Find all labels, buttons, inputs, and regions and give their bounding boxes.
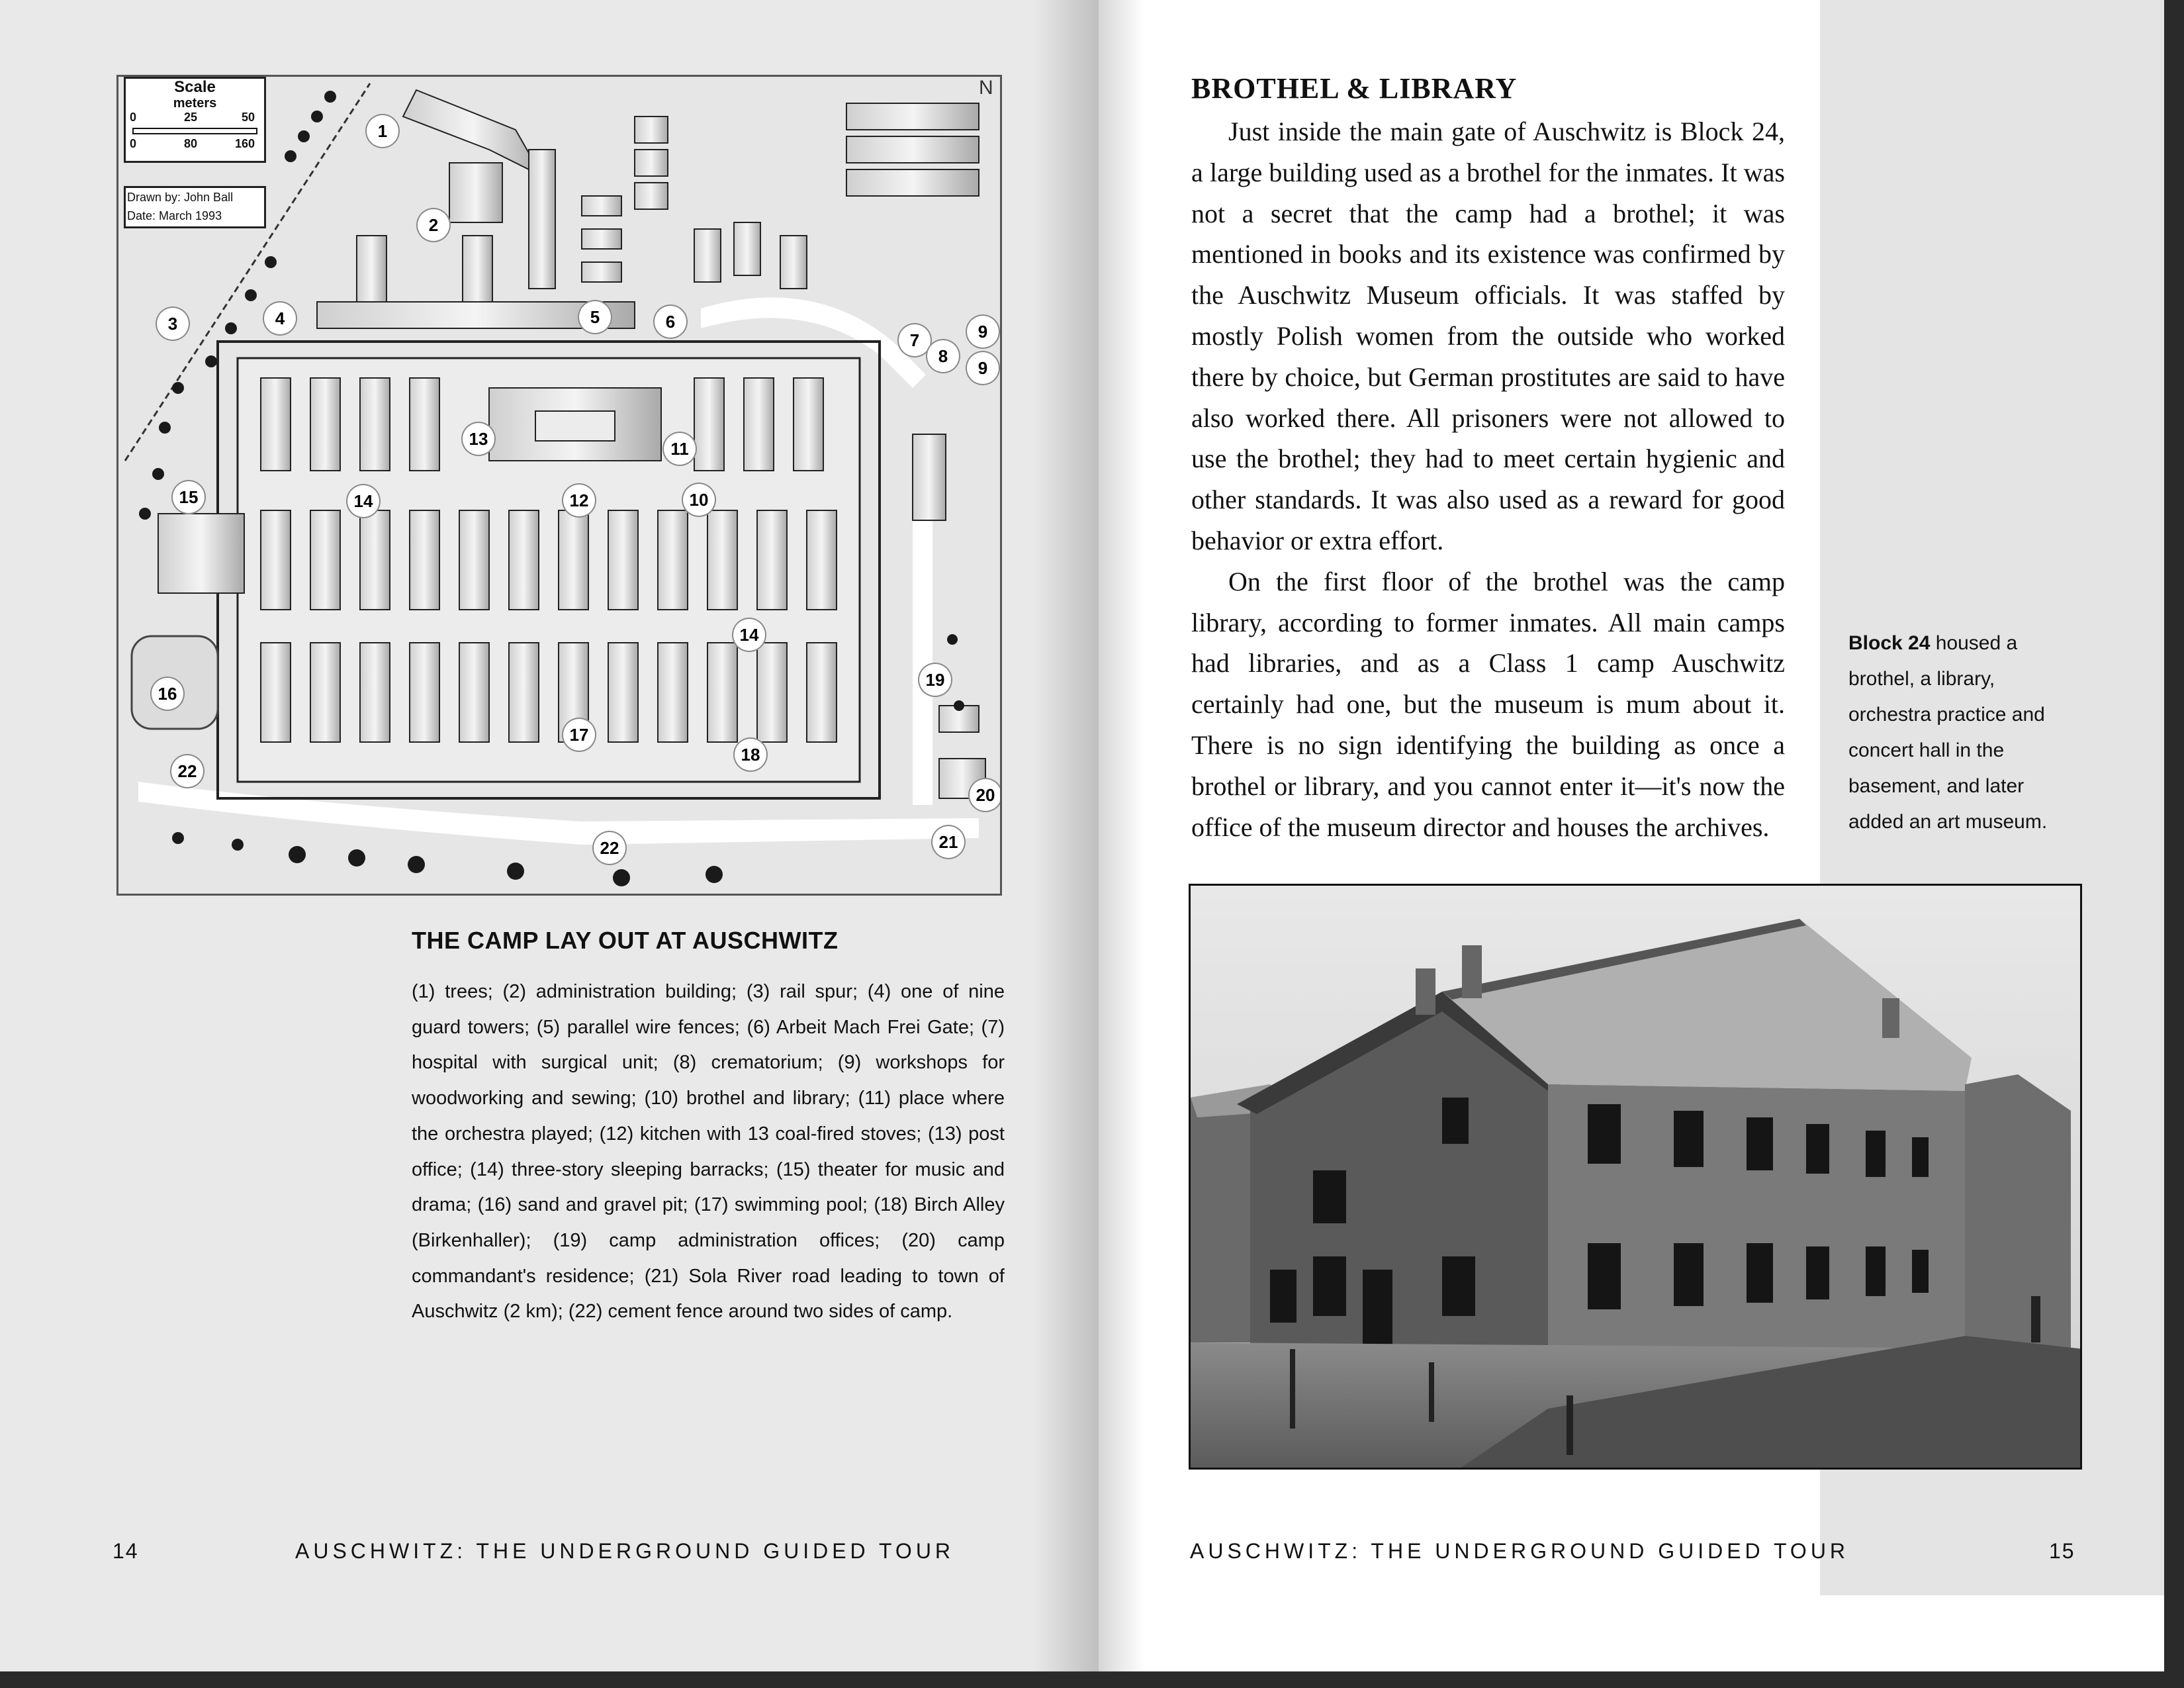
map-marker: 6 [653, 305, 688, 339]
map-marker: 12 [562, 483, 596, 518]
scale-title: Scale [174, 78, 216, 96]
body-text [1191, 111, 1785, 847]
sidebar-note-bold: Block 24 [1848, 632, 1931, 654]
page-number-right: 15 [2049, 1539, 2075, 1563]
map-marker: 22 [592, 831, 627, 865]
scale-bar [132, 128, 257, 134]
running-title-left: AUSCHWITZ: THE UNDERGROUND GUIDED TOUR [295, 1539, 955, 1563]
map-marker: 3 [156, 306, 190, 341]
section-heading: BROTHEL & LIBRARY [1191, 72, 1518, 105]
block-24-photo [1189, 884, 2082, 1470]
map-marker: 16 [150, 677, 185, 711]
drawn-by: Drawn by: John Ball [127, 191, 234, 204]
map-marker: 5 [578, 300, 612, 334]
map-marker: 2 [416, 208, 451, 242]
map-scale-legend [124, 77, 266, 163]
map-caption-body: (1) trees; (2) administration building; (3) rail spur; (4) one of nine guard towers; (5) parallel wire fences; (6) Arbeit Mach Frei Gate; (7) hospital with surgical unit; (8) crematorium; (9) workshops for woodworking and sewing; (10) brothel and library; (11) place where the orchestra played; (12) kitchen with 13 coal-fired stoves; (13) post office; (14) three-story sleeping barracks; (15) theater for music and drama; (16) sand and gravel pit; (17) swimming pool; (18) Birch Alley (Birkenhaller); (19) camp administration offices; (20) camp commandant's residence; (21) Sola River road leading to town of Auschwitz (2 km); (22) cement fence around two sides of camp. [412, 981, 1005, 1323]
map-marker: 9 [966, 351, 1000, 385]
scale-tick: 80 [184, 137, 198, 150]
camp-layout-map [116, 75, 1002, 896]
map-credit [124, 186, 266, 228]
map-marker: 15 [171, 480, 206, 514]
photo-drawing [1191, 886, 2082, 1470]
map-marker: 4 [263, 301, 297, 336]
scale-tick: 0 [130, 111, 137, 124]
gutter-shadow-left [1032, 0, 1099, 1688]
map-marker: 7 [897, 323, 932, 357]
scale-unit: meters [173, 96, 217, 111]
scale-tick: 160 [235, 137, 255, 150]
sidebar-note-text: housed a brothel, a library, orchestra practice and concert hall in the basement, and later added an art museum. [1848, 632, 2048, 833]
map-marker: 14 [346, 484, 381, 518]
paragraph: Just inside the main gate of Auschwitz is Block 24, a large building used as a brothel for the inmates. It was not a secret that the camp had a brothel; it was mentioned in books and its existence was confirmed by the Auschwitz Museum officials. It was staffed by mostly Polish women from the outside who worked there by choice, but German prostitutes are said to have also worked there. All prisoners were not allowed to use the brothel; they had to meet certain hygienic and other standards. It was also used as a reward for good behavior or extra effort. [1191, 117, 1785, 555]
map-marker: 22 [170, 754, 205, 788]
page-number-left: 14 [113, 1539, 139, 1563]
paragraph: On the first floor of the brothel was the camp library, according to former inmates. All main camps had libraries, and as a Class 1 camp Auschwitz certainly had one, but the museum is mum about it. There is no sign identifying the building as once a brothel or library, and you cannot enter it—it's now the office of the museum director and houses the archives. [1191, 566, 1785, 842]
map-marker: 20 [968, 778, 1002, 812]
map-marker: 8 [926, 339, 960, 373]
running-title-right: AUSCHWITZ: THE UNDERGROUND GUIDED TOUR [1190, 1539, 1850, 1563]
map-date: Date: March 1993 [127, 209, 222, 222]
map-marker: 17 [562, 718, 596, 752]
map-marker: 19 [918, 663, 952, 697]
north-arrow-label: N [979, 77, 993, 99]
map-marker: 1 [365, 114, 400, 148]
map-marker: 10 [682, 483, 716, 517]
map-marker: 13 [461, 422, 496, 456]
page-edge-bottom [0, 1671, 2184, 1688]
map-marker: 11 [662, 432, 697, 466]
map-caption-title: THE CAMP LAY OUT AT AUSCHWITZ [412, 927, 839, 954]
gutter-shadow-right [1099, 0, 1145, 1688]
map-marker: 9 [966, 314, 1000, 349]
page-edge [2164, 0, 2184, 1688]
scale-tick: 50 [242, 111, 255, 124]
scale-tick: 0 [130, 137, 137, 150]
map-marker: 18 [733, 737, 768, 772]
map-marker: 14 [732, 618, 766, 652]
scale-tick: 25 [184, 111, 198, 124]
map-marker: 21 [931, 825, 966, 859]
sidebar-note [1848, 626, 2080, 840]
